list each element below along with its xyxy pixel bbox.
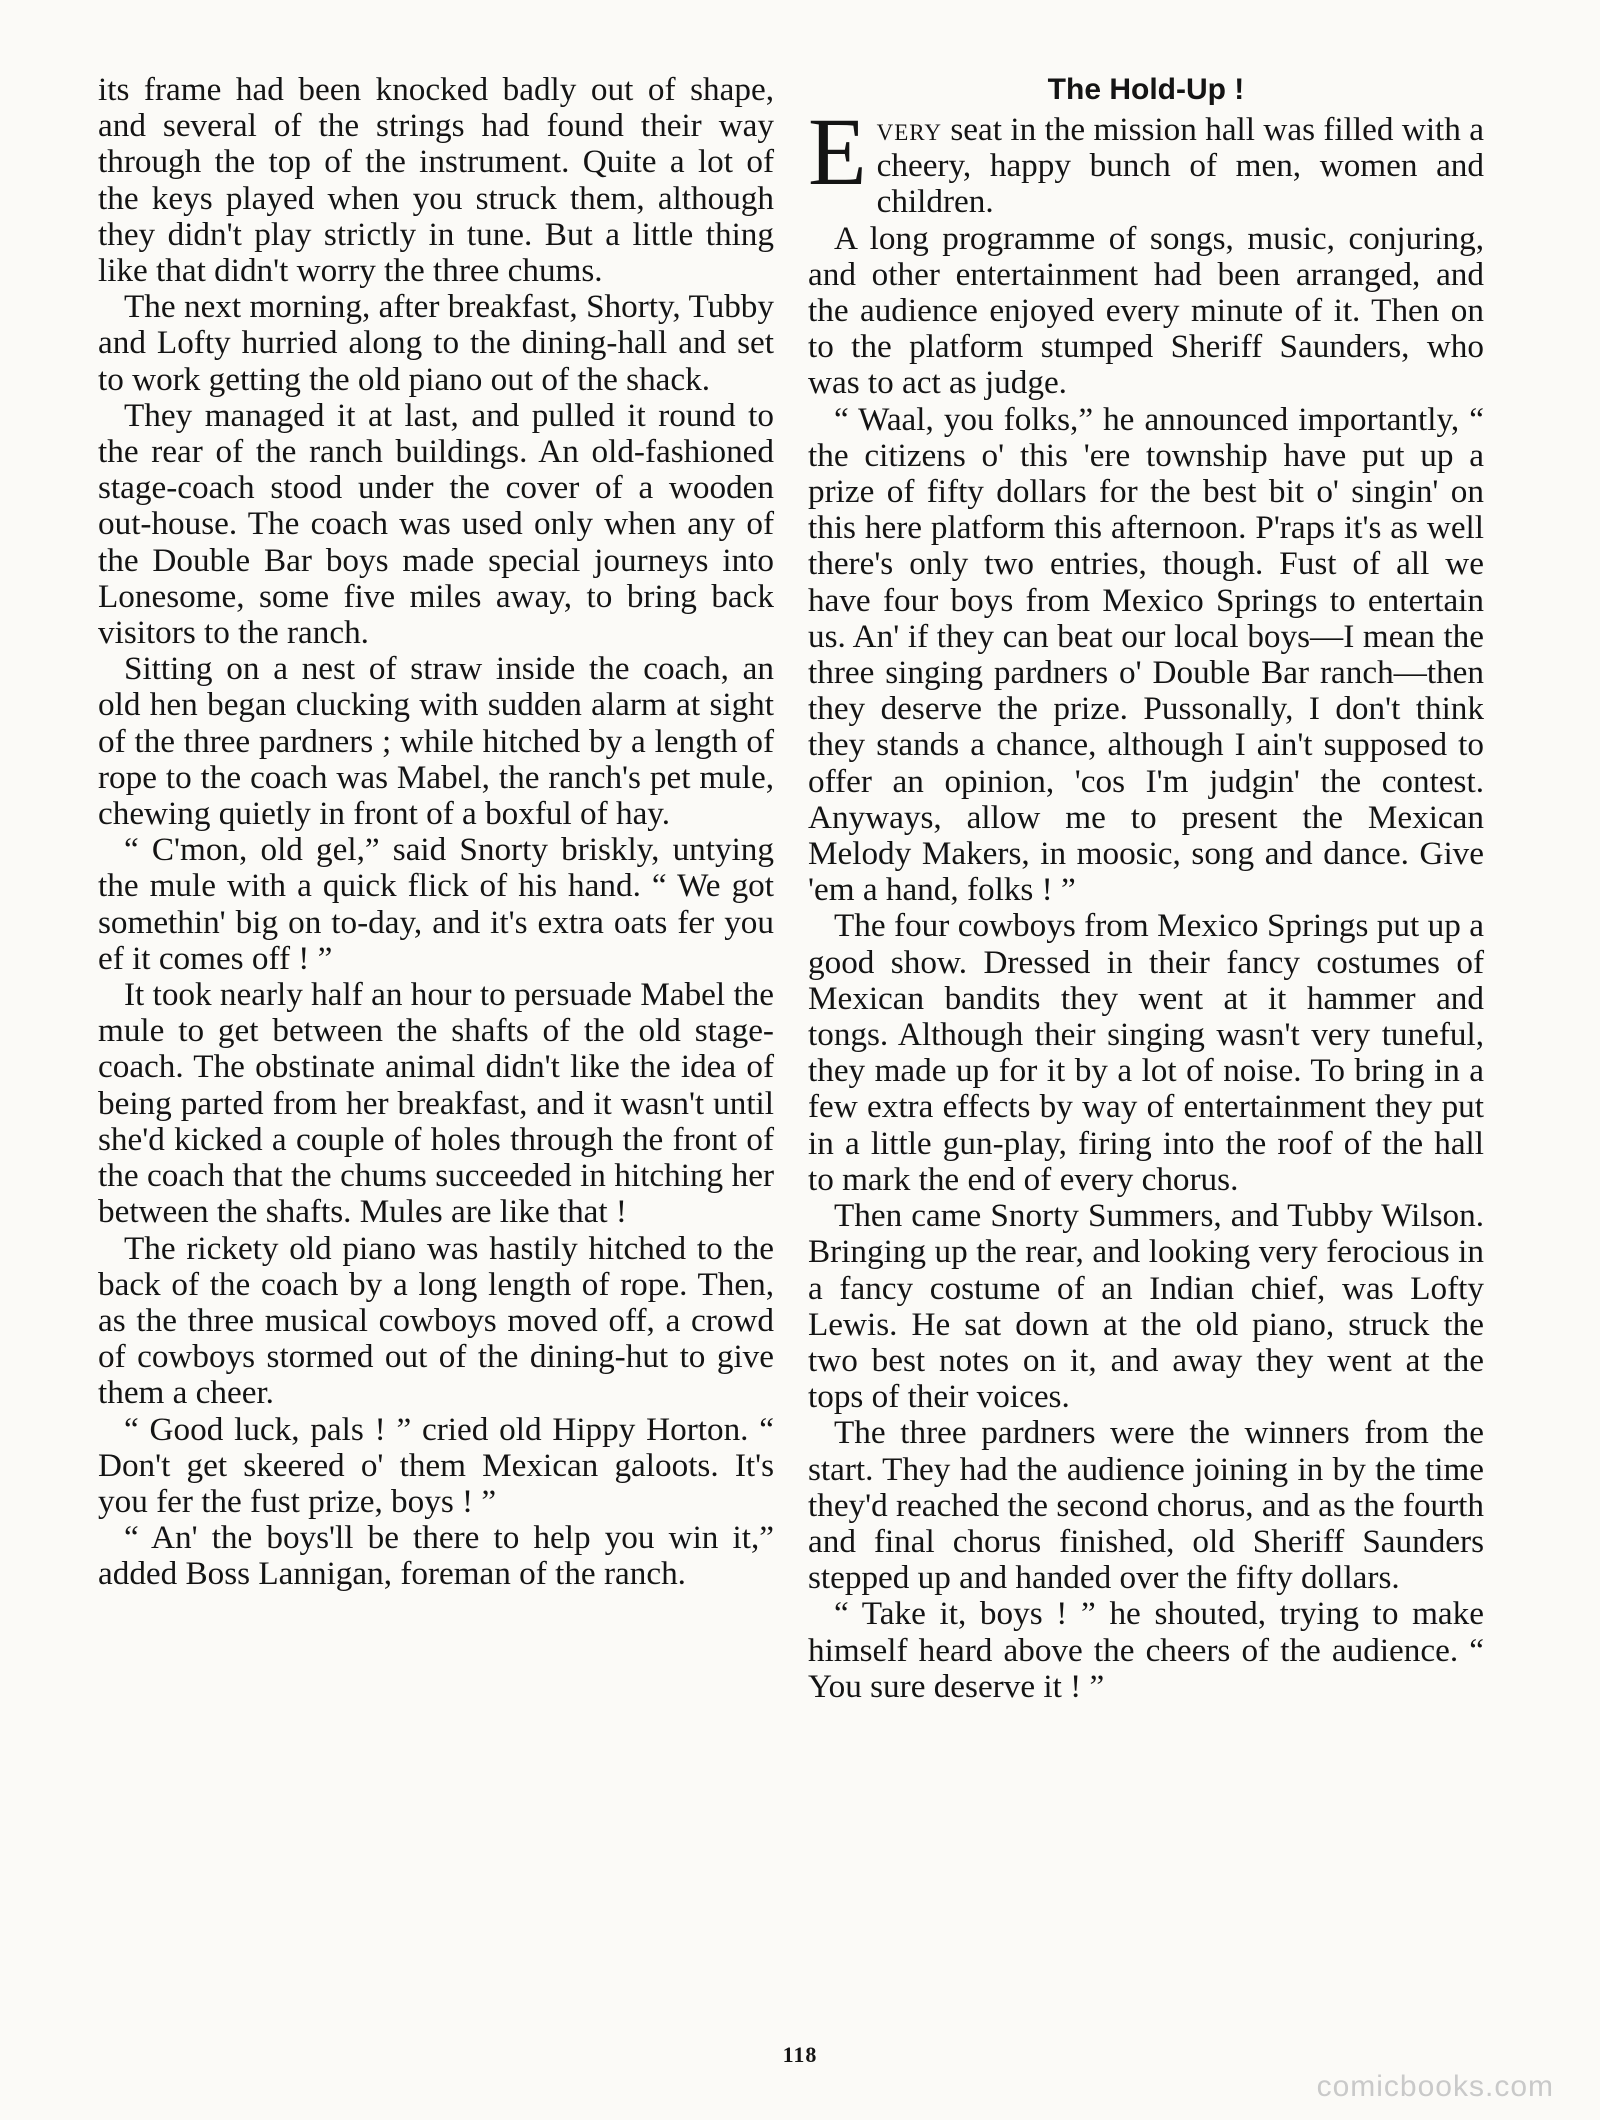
page-number: 118	[782, 2042, 818, 2067]
paragraph: It took nearly half an hour to persuade Mabel the mule to get between the shafts of the old stage-coach. The obstinate animal didn't like the idea of being parted from her breakfast, and it wasn't until she'd kicked a couple of holes through the front of the coach that the chums succeeded in hitching her between the shafts. Mules are like that !	[98, 976, 774, 1231]
opening-paragraph	[808, 98, 1484, 221]
left-column	[98, 72, 774, 1593]
paragraph: “ C'mon, old gel,” said Snorty briskly, untying the mule with a quick flick of his hand. “ We got somethin' big on to-day, and it's extra oats fer you ef it comes off ! ”	[98, 831, 774, 977]
opening-text: seat in the mission hall was filled with a cheery, happy bunch of men, women and children.	[876, 111, 1484, 221]
paragraph: “ An' the boys'll be there to help you win it,” added Boss Lannigan, foreman of the ranch.	[98, 1519, 774, 1593]
paragraph: The rickety old piano was hastily hitched to the back of the coach by a long length of rope. Then, as the three musical cowboys moved off, a crowd of cowboys stormed out of the dining-hut to give them a cheer.	[98, 1229, 774, 1412]
right-column	[808, 72, 1484, 1705]
paragraph: The three pardners were the winners from the start. They had the audience joining in by the time they'd reached the second chorus, and as the fourth and final chorus finished, old Sheriff Saunders stepped up and handed over the fifty dollars.	[808, 1414, 1484, 1597]
paragraph: “ Waal, you folks,” he announced importantly, “ the citizens o' this 'ere township have put up a prize of fifty dollars for the best bit o' singin' on this here platform this afternoon. P'raps it's as well there's only two entries, though. Fust of all we have four boys from Mexico Springs to entertain us. An' if they can beat our local boys—I mean the three singing pardners o' Double Bar ranch—then they deserve the prize. Pussonally, I don't think they stands a chance, although I ain't supposed to offer an opinion, 'cos I'm judgin' the contest. Anyways, allow me to present the Mexican Melody Makers, in moosic, song and dance. Give 'em a hand, folks ! ”	[808, 400, 1484, 909]
paragraph: Sitting on a nest of straw inside the coach, an old hen began clucking with sudden alarm at sight of the three pardners ; while hitched by a length of rope to the coach was Mabel, the ranch's pet mule, chewing quietly in front of a boxful of hay.	[98, 650, 774, 833]
paragraph: The four cowboys from Mexico Springs put up a good show. Dressed in their fancy costumes of Mexican bandits they went at it hammer and tongs. Although their singing wasn't very tuneful, they made up for it by a lot of noise. To bring in a few extra effects by way of entertainment they put in a little gun-play, firing into the roof of the hall to mark the end of every chorus.	[808, 907, 1484, 1198]
paragraph: its frame had been knocked badly out of shape, and several of the strings had found their way through the top of the instrument. Quite a lot of the keys played when you struck them, although they didn't play strictly in tune. But a little thing like that didn't worry the three chums.	[98, 71, 774, 290]
paragraph: “ Take it, boys ! ” he shouted, trying to make himself heard above the cheers of the audience. “ You sure deserve it ! ”	[808, 1595, 1484, 1705]
lead-smallcaps: very	[876, 111, 942, 148]
watermark: comicbooks.com	[1316, 2070, 1554, 2103]
paragraph: The next morning, after breakfast, Shorty, Tubby and Lofty hurried along to the dining-hall and set to work getting the old piano out of the shack.	[98, 288, 774, 398]
paragraph: “ Good luck, pals ! ” cried old Hippy Horton. “ Don't get skeered o' them Mexican galoots. It's you fer the fust prize, boys ! ”	[98, 1410, 774, 1520]
drop-cap: E	[808, 98, 867, 205]
paragraph: They managed it at last, and pulled it round to the rear of the ranch buildings. An old-fashioned stage-coach stood under the cover of a wooden out-house. The coach was used only when any of the Double Bar boys made special journeys into Lonesome, some five miles away, to bring back visitors to the ranch.	[98, 396, 774, 652]
paragraph: Then came Snorty Summers, and Tubby Wilson. Bringing up the rear, and looking very ferocious in a fancy costume of an Indian chief, was Lofty Lewis. He sat down at the old piano, struck the two best notes on it, and away they went at the tops of their voices.	[808, 1197, 1484, 1416]
paragraph: A long programme of songs, music, conjuring, and other entertainment had been arranged, and the audience enjoyed every minute of it. Then on to the platform stumped Sheriff Saunders, who was to act as judge.	[808, 219, 1484, 402]
section-heading: The Hold-Up !	[1047, 73, 1245, 106]
